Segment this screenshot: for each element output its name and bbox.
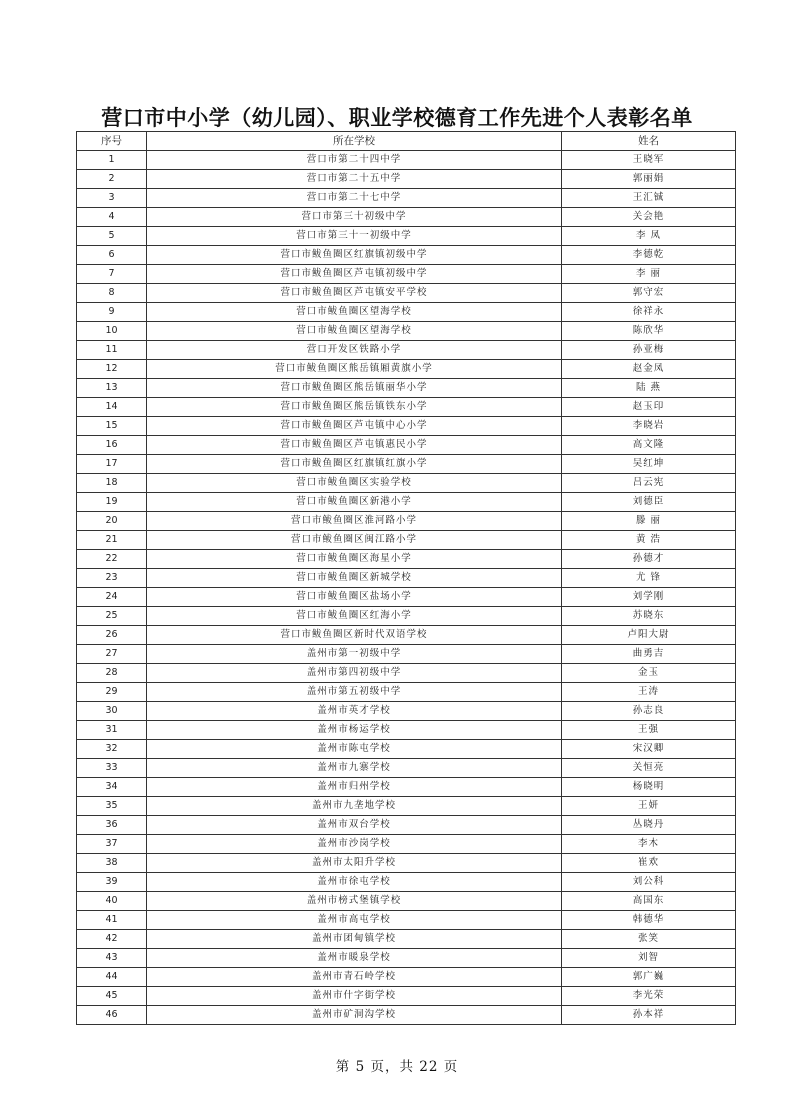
row-school: 盖州市杨运学校 xyxy=(147,721,562,740)
row-school: 营口市鲅鱼圈区新城学校 xyxy=(147,569,562,588)
table-row xyxy=(77,607,736,626)
row-name: 王强 xyxy=(562,721,736,740)
table-row xyxy=(77,569,736,588)
row-index: 6 xyxy=(77,246,147,265)
table-row xyxy=(77,170,736,189)
table-row xyxy=(77,645,736,664)
row-school: 营口市第二十四中学 xyxy=(147,151,562,170)
table-row xyxy=(77,740,736,759)
row-school: 营口市鲅鱼圈区海星小学 xyxy=(147,550,562,569)
table-row xyxy=(77,436,736,455)
row-index: 24 xyxy=(77,588,147,607)
row-school: 盖州市英才学校 xyxy=(147,702,562,721)
table-row xyxy=(77,797,736,816)
row-name: 李光荣 xyxy=(562,987,736,1006)
row-name: 李 丽 xyxy=(562,265,736,284)
row-index: 1 xyxy=(77,151,147,170)
page-number: 第 5 页，共 22 页 xyxy=(335,1059,459,1075)
row-name: 关恒亮 xyxy=(562,759,736,778)
row-name: 高国东 xyxy=(562,892,736,911)
row-school: 盖州市榜式堡镇学校 xyxy=(147,892,562,911)
row-index: 40 xyxy=(77,892,147,911)
row-school: 营口市第三十初级中学 xyxy=(147,208,562,227)
table-row xyxy=(77,854,736,873)
row-name: 滕 丽 xyxy=(562,512,736,531)
row-name: 赵玉印 xyxy=(562,398,736,417)
row-name: 李木 xyxy=(562,835,736,854)
row-name: 刘公科 xyxy=(562,873,736,892)
row-name: 苏晓东 xyxy=(562,607,736,626)
row-school: 盖州市第四初级中学 xyxy=(147,664,562,683)
table-row xyxy=(77,968,736,987)
row-name: 吕云宪 xyxy=(562,474,736,493)
row-name: 李德乾 xyxy=(562,246,736,265)
row-school: 盖州市双台学校 xyxy=(147,816,562,835)
table-row xyxy=(77,721,736,740)
header-index: 序号 xyxy=(77,132,147,151)
row-school: 营口市鲅鱼圈区熊岳镇丽华小学 xyxy=(147,379,562,398)
row-index: 12 xyxy=(77,360,147,379)
row-index: 19 xyxy=(77,493,147,512)
row-index: 25 xyxy=(77,607,147,626)
table-row xyxy=(77,911,736,930)
table-header-row xyxy=(77,132,736,151)
row-school: 盖州市矿洞沟学校 xyxy=(147,1006,562,1025)
row-name: 赵金凤 xyxy=(562,360,736,379)
table-row xyxy=(77,151,736,170)
row-name: 孙亚梅 xyxy=(562,341,736,360)
row-index: 15 xyxy=(77,417,147,436)
row-name: 王涛 xyxy=(562,683,736,702)
row-index: 41 xyxy=(77,911,147,930)
table-row xyxy=(77,531,736,550)
row-school: 营口市第二十五中学 xyxy=(147,170,562,189)
row-school: 盖州市太阳升学校 xyxy=(147,854,562,873)
row-index: 35 xyxy=(77,797,147,816)
row-index: 11 xyxy=(77,341,147,360)
row-index: 45 xyxy=(77,987,147,1006)
row-school: 盖州市第五初级中学 xyxy=(147,683,562,702)
table-row xyxy=(77,987,736,1006)
table-row xyxy=(77,341,736,360)
row-index: 9 xyxy=(77,303,147,322)
row-school: 盖州市归州学校 xyxy=(147,778,562,797)
table-row xyxy=(77,1006,736,1025)
row-school: 营口市鲅鱼圈区新港小学 xyxy=(147,493,562,512)
row-index: 4 xyxy=(77,208,147,227)
row-school: 盖州市高屯学校 xyxy=(147,911,562,930)
row-index: 22 xyxy=(77,550,147,569)
row-index: 36 xyxy=(77,816,147,835)
row-index: 17 xyxy=(77,455,147,474)
row-name: 孙志良 xyxy=(562,702,736,721)
row-name: 刘智 xyxy=(562,949,736,968)
table-row xyxy=(77,835,736,854)
row-index: 18 xyxy=(77,474,147,493)
table-row xyxy=(77,626,736,645)
header-name: 姓名 xyxy=(562,132,736,151)
row-name: 丛晓丹 xyxy=(562,816,736,835)
row-school: 营口市鲅鱼圈区闽江路小学 xyxy=(147,531,562,550)
table-row xyxy=(77,189,736,208)
row-index: 7 xyxy=(77,265,147,284)
table-row xyxy=(77,702,736,721)
row-index: 16 xyxy=(77,436,147,455)
row-school: 营口市鲅鱼圈区实验学校 xyxy=(147,474,562,493)
table-row xyxy=(77,208,736,227)
row-name: 郭广巍 xyxy=(562,968,736,987)
row-school: 盖州市什字街学校 xyxy=(147,987,562,1006)
row-name: 徐祥永 xyxy=(562,303,736,322)
row-school: 营口市鲅鱼圈区望海学校 xyxy=(147,322,562,341)
table-row xyxy=(77,227,736,246)
row-name: 金玉 xyxy=(562,664,736,683)
row-school: 营口市鲅鱼圈区新时代双语学校 xyxy=(147,626,562,645)
row-index: 43 xyxy=(77,949,147,968)
row-index: 10 xyxy=(77,322,147,341)
table-row xyxy=(77,892,736,911)
row-name: 王晓军 xyxy=(562,151,736,170)
table-row xyxy=(77,474,736,493)
row-name: 孙本祥 xyxy=(562,1006,736,1025)
row-index: 28 xyxy=(77,664,147,683)
row-name: 崔欢 xyxy=(562,854,736,873)
row-index: 14 xyxy=(77,398,147,417)
table-row xyxy=(77,417,736,436)
row-school: 盖州市第一初级中学 xyxy=(147,645,562,664)
row-school: 盖州市徐屯学校 xyxy=(147,873,562,892)
table-row xyxy=(77,759,736,778)
row-index: 44 xyxy=(77,968,147,987)
row-school: 盖州市青石岭学校 xyxy=(147,968,562,987)
row-index: 42 xyxy=(77,930,147,949)
row-name: 孙德才 xyxy=(562,550,736,569)
row-name: 李 凤 xyxy=(562,227,736,246)
row-name: 郭丽娟 xyxy=(562,170,736,189)
row-index: 2 xyxy=(77,170,147,189)
table-row xyxy=(77,949,736,968)
table-row xyxy=(77,683,736,702)
table-row xyxy=(77,360,736,379)
row-index: 26 xyxy=(77,626,147,645)
table-row xyxy=(77,246,736,265)
table-row xyxy=(77,265,736,284)
row-school: 营口市鲅鱼圈区红海小学 xyxy=(147,607,562,626)
row-name: 韩德华 xyxy=(562,911,736,930)
table-row xyxy=(77,493,736,512)
row-name: 尤 锋 xyxy=(562,569,736,588)
row-index: 27 xyxy=(77,645,147,664)
table-row xyxy=(77,512,736,531)
row-name: 陆 燕 xyxy=(562,379,736,398)
row-name: 吴红坤 xyxy=(562,455,736,474)
row-school: 营口市鲅鱼圈区芦屯镇初级中学 xyxy=(147,265,562,284)
header-school: 所在学校 xyxy=(147,132,562,151)
table-row xyxy=(77,588,736,607)
row-name: 李晓岩 xyxy=(562,417,736,436)
row-name: 刘德臣 xyxy=(562,493,736,512)
row-school: 营口市鲅鱼圈区熊岳镇厢黄旗小学 xyxy=(147,360,562,379)
row-index: 31 xyxy=(77,721,147,740)
row-school: 营口市鲅鱼圈区淮河路小学 xyxy=(147,512,562,531)
row-index: 8 xyxy=(77,284,147,303)
row-name: 郭守宏 xyxy=(562,284,736,303)
table-row xyxy=(77,303,736,322)
row-name: 关会艳 xyxy=(562,208,736,227)
table-row xyxy=(77,550,736,569)
row-name: 卢阳大尉 xyxy=(562,626,736,645)
row-school: 营口开发区铁路小学 xyxy=(147,341,562,360)
row-index: 5 xyxy=(77,227,147,246)
table-row xyxy=(77,322,736,341)
row-index: 34 xyxy=(77,778,147,797)
row-index: 3 xyxy=(77,189,147,208)
table-row xyxy=(77,284,736,303)
row-name: 黄 浩 xyxy=(562,531,736,550)
table-row xyxy=(77,398,736,417)
row-index: 30 xyxy=(77,702,147,721)
row-school: 盖州市团甸镇学校 xyxy=(147,930,562,949)
honor-list-table xyxy=(76,131,736,1025)
row-index: 38 xyxy=(77,854,147,873)
row-school: 盖州市九垄地学校 xyxy=(147,797,562,816)
table-row xyxy=(77,873,736,892)
table-row xyxy=(77,455,736,474)
row-school: 营口市鲅鱼圈区盐场小学 xyxy=(147,588,562,607)
document-title: 营口市中小学（幼儿园）、职业学校德育工作先进个人表彰名单 xyxy=(101,105,693,130)
row-index: 29 xyxy=(77,683,147,702)
row-name: 张笑 xyxy=(562,930,736,949)
row-name: 王汇铖 xyxy=(562,189,736,208)
row-name: 陈欣华 xyxy=(562,322,736,341)
row-name: 曲勇吉 xyxy=(562,645,736,664)
row-school: 营口市鲅鱼圈区望海学校 xyxy=(147,303,562,322)
row-index: 39 xyxy=(77,873,147,892)
row-index: 46 xyxy=(77,1006,147,1025)
row-name: 高文隆 xyxy=(562,436,736,455)
row-index: 21 xyxy=(77,531,147,550)
row-school: 营口市第三十一初级中学 xyxy=(147,227,562,246)
row-index: 20 xyxy=(77,512,147,531)
row-school: 营口市鲅鱼圈区红旗镇红旗小学 xyxy=(147,455,562,474)
row-school: 盖州市沙岗学校 xyxy=(147,835,562,854)
row-index: 33 xyxy=(77,759,147,778)
row-index: 23 xyxy=(77,569,147,588)
row-index: 13 xyxy=(77,379,147,398)
row-school: 营口市第二十七中学 xyxy=(147,189,562,208)
row-name: 刘学刚 xyxy=(562,588,736,607)
table-row xyxy=(77,930,736,949)
table-row xyxy=(77,379,736,398)
table-row xyxy=(77,816,736,835)
row-school: 营口市鲅鱼圈区芦屯镇安平学校 xyxy=(147,284,562,303)
row-school: 盖州市陈屯学校 xyxy=(147,740,562,759)
row-school: 盖州市暖泉学校 xyxy=(147,949,562,968)
row-name: 王妍 xyxy=(562,797,736,816)
row-school: 营口市鲅鱼圈区红旗镇初级中学 xyxy=(147,246,562,265)
row-name: 杨晓明 xyxy=(562,778,736,797)
table-row xyxy=(77,664,736,683)
row-school: 营口市鲅鱼圈区熊岳镇铁东小学 xyxy=(147,398,562,417)
table-row xyxy=(77,778,736,797)
row-school: 营口市鲅鱼圈区芦屯镇惠民小学 xyxy=(147,436,562,455)
row-name: 宋汉卿 xyxy=(562,740,736,759)
row-school: 营口市鲅鱼圈区芦屯镇中心小学 xyxy=(147,417,562,436)
row-school: 盖州市九寨学校 xyxy=(147,759,562,778)
row-index: 37 xyxy=(77,835,147,854)
row-index: 32 xyxy=(77,740,147,759)
